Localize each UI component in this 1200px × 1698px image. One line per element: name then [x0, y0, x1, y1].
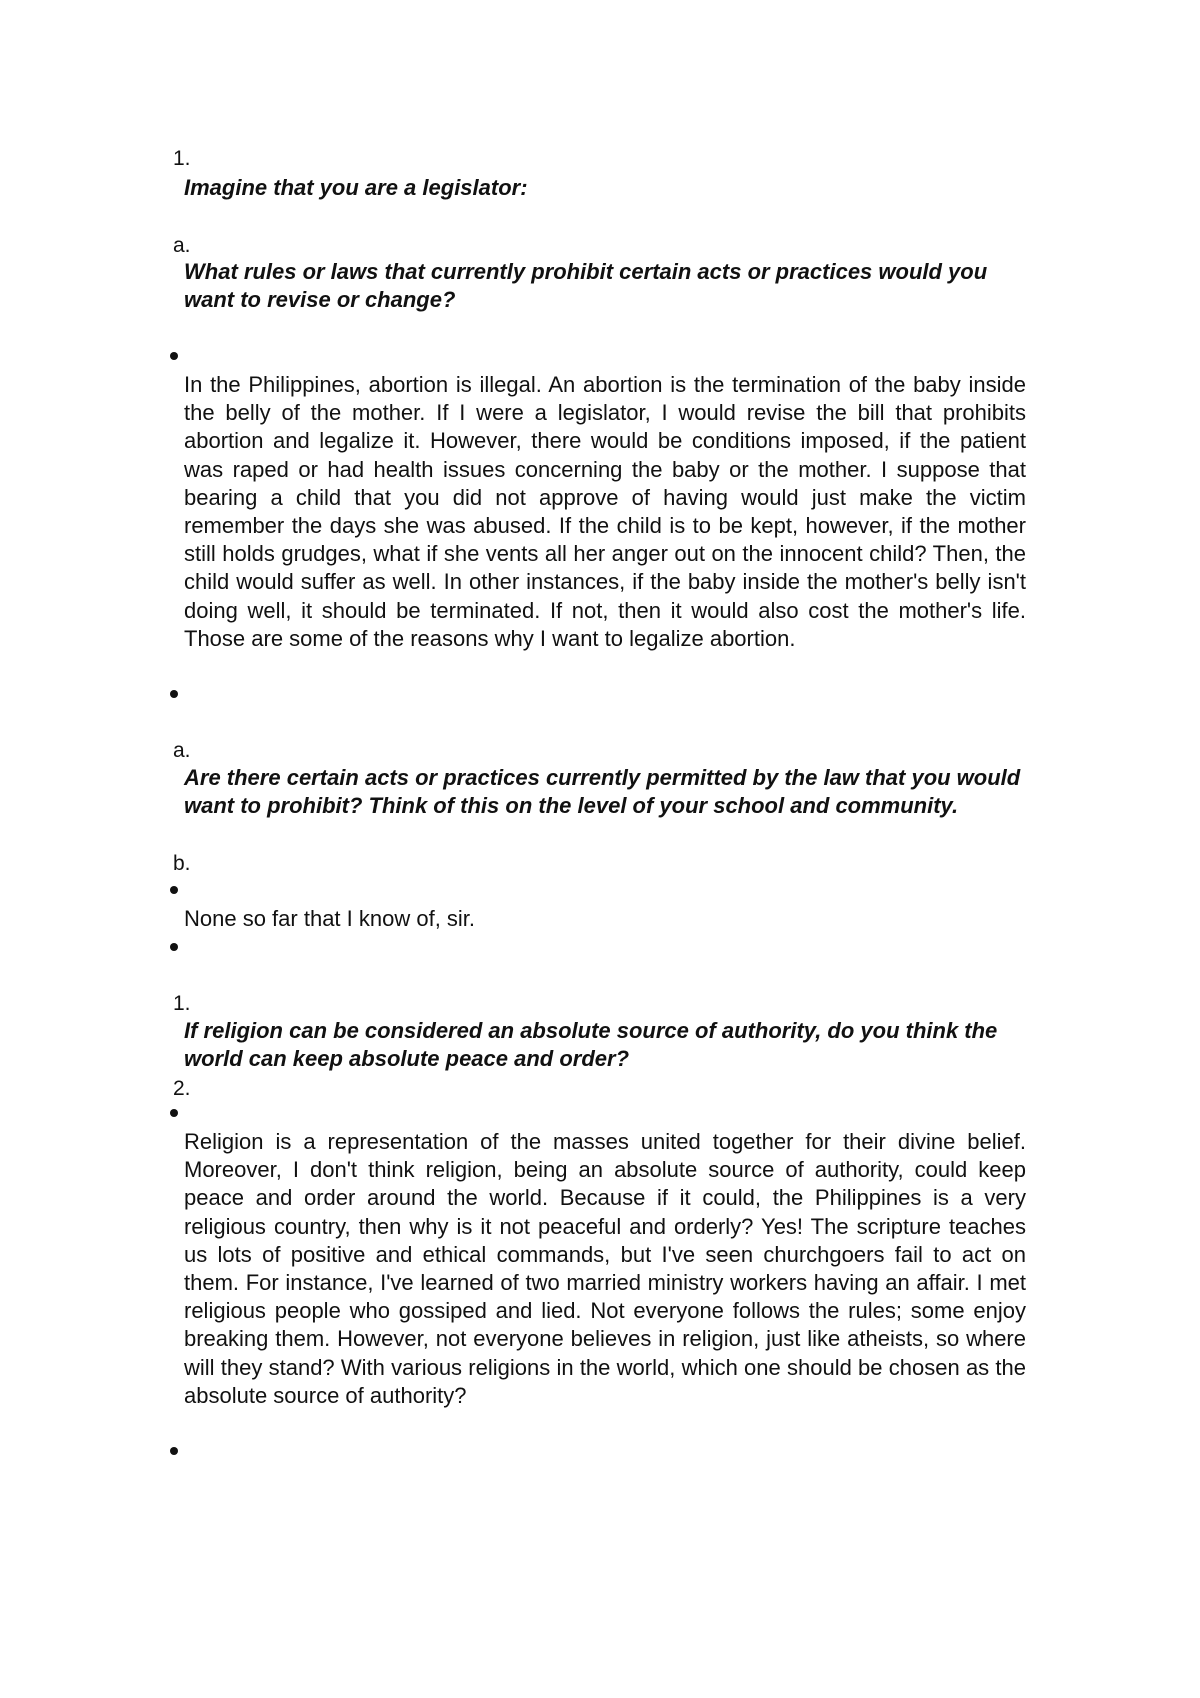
question-text: If religion can be considered an absolute source of authority, do you think the world can keep absolute peace and order? — [184, 1018, 998, 1071]
bullet-icon — [170, 943, 178, 951]
list-number: 1. — [173, 147, 191, 170]
answer-paragraph: Religion is a representation of the masses united together for their divine belief. Moreover, I don't think religion, being an absolute source of authority, could keep peace and order around the world. Because if it could, the Philippines is a very religious country, then why is it not peaceful and orderly? Yes! The scripture teaches us lots of positive and ethical commands, but I've seen churchgoers fail to act on them. For instance, I've learned of two married ministry workers having an affair. I met religious people who gossiped and lied. Not everyone follows the rules; some enjoy breaking them. However, not everyone believes in religion, just like atheists, so where will they stand? With various religions in the world, which one should be chosen as the absolute source of authority? — [184, 1129, 1026, 1408]
list-number: 1. — [173, 992, 191, 1015]
bullet-icon — [170, 1447, 178, 1455]
bullet-icon — [170, 1109, 178, 1117]
section-heading: Imagine that you are a legislator: — [184, 175, 528, 200]
list-marker: a. — [173, 739, 191, 762]
question-text: Are there certain acts or practices currently permitted by the law that you would want to prohibit? Think of this on the level of your school and community. — [184, 765, 1021, 818]
bullet-icon — [170, 690, 178, 698]
list-marker: a. — [173, 234, 191, 257]
bullet-icon — [170, 886, 178, 894]
list-marker: 2. — [173, 1077, 191, 1100]
bullet-icon — [170, 352, 178, 360]
answer-paragraph: In the Philippines, abortion is illegal. An abortion is the termination of the baby inside the belly of the mother. If I were a legislator, I would revise the bill that prohibits abortion and legalize it. However, there would be conditions imposed, if the patient was raped or had health issues concerning the baby or the mother. I suppose that bearing a child that you did not approve of having would just make the victim remember the days she was abused. If the child is to be kept, however, if the mother still holds grudges, what if she vents all her anger out on the innocent child? Then, the child would suffer as well. In other instances, if the baby inside the mother's belly isn't doing well, it should be terminated. If not, then it would also cost the mother's life. Those are some of the reasons why I want to legalize abortion. — [184, 372, 1026, 651]
answer-paragraph: None so far that I know of, sir. — [184, 906, 476, 931]
question-text: What rules or laws that currently prohibit certain acts or practices would you want to revise or change? — [184, 259, 988, 312]
list-marker: b. — [173, 852, 191, 875]
